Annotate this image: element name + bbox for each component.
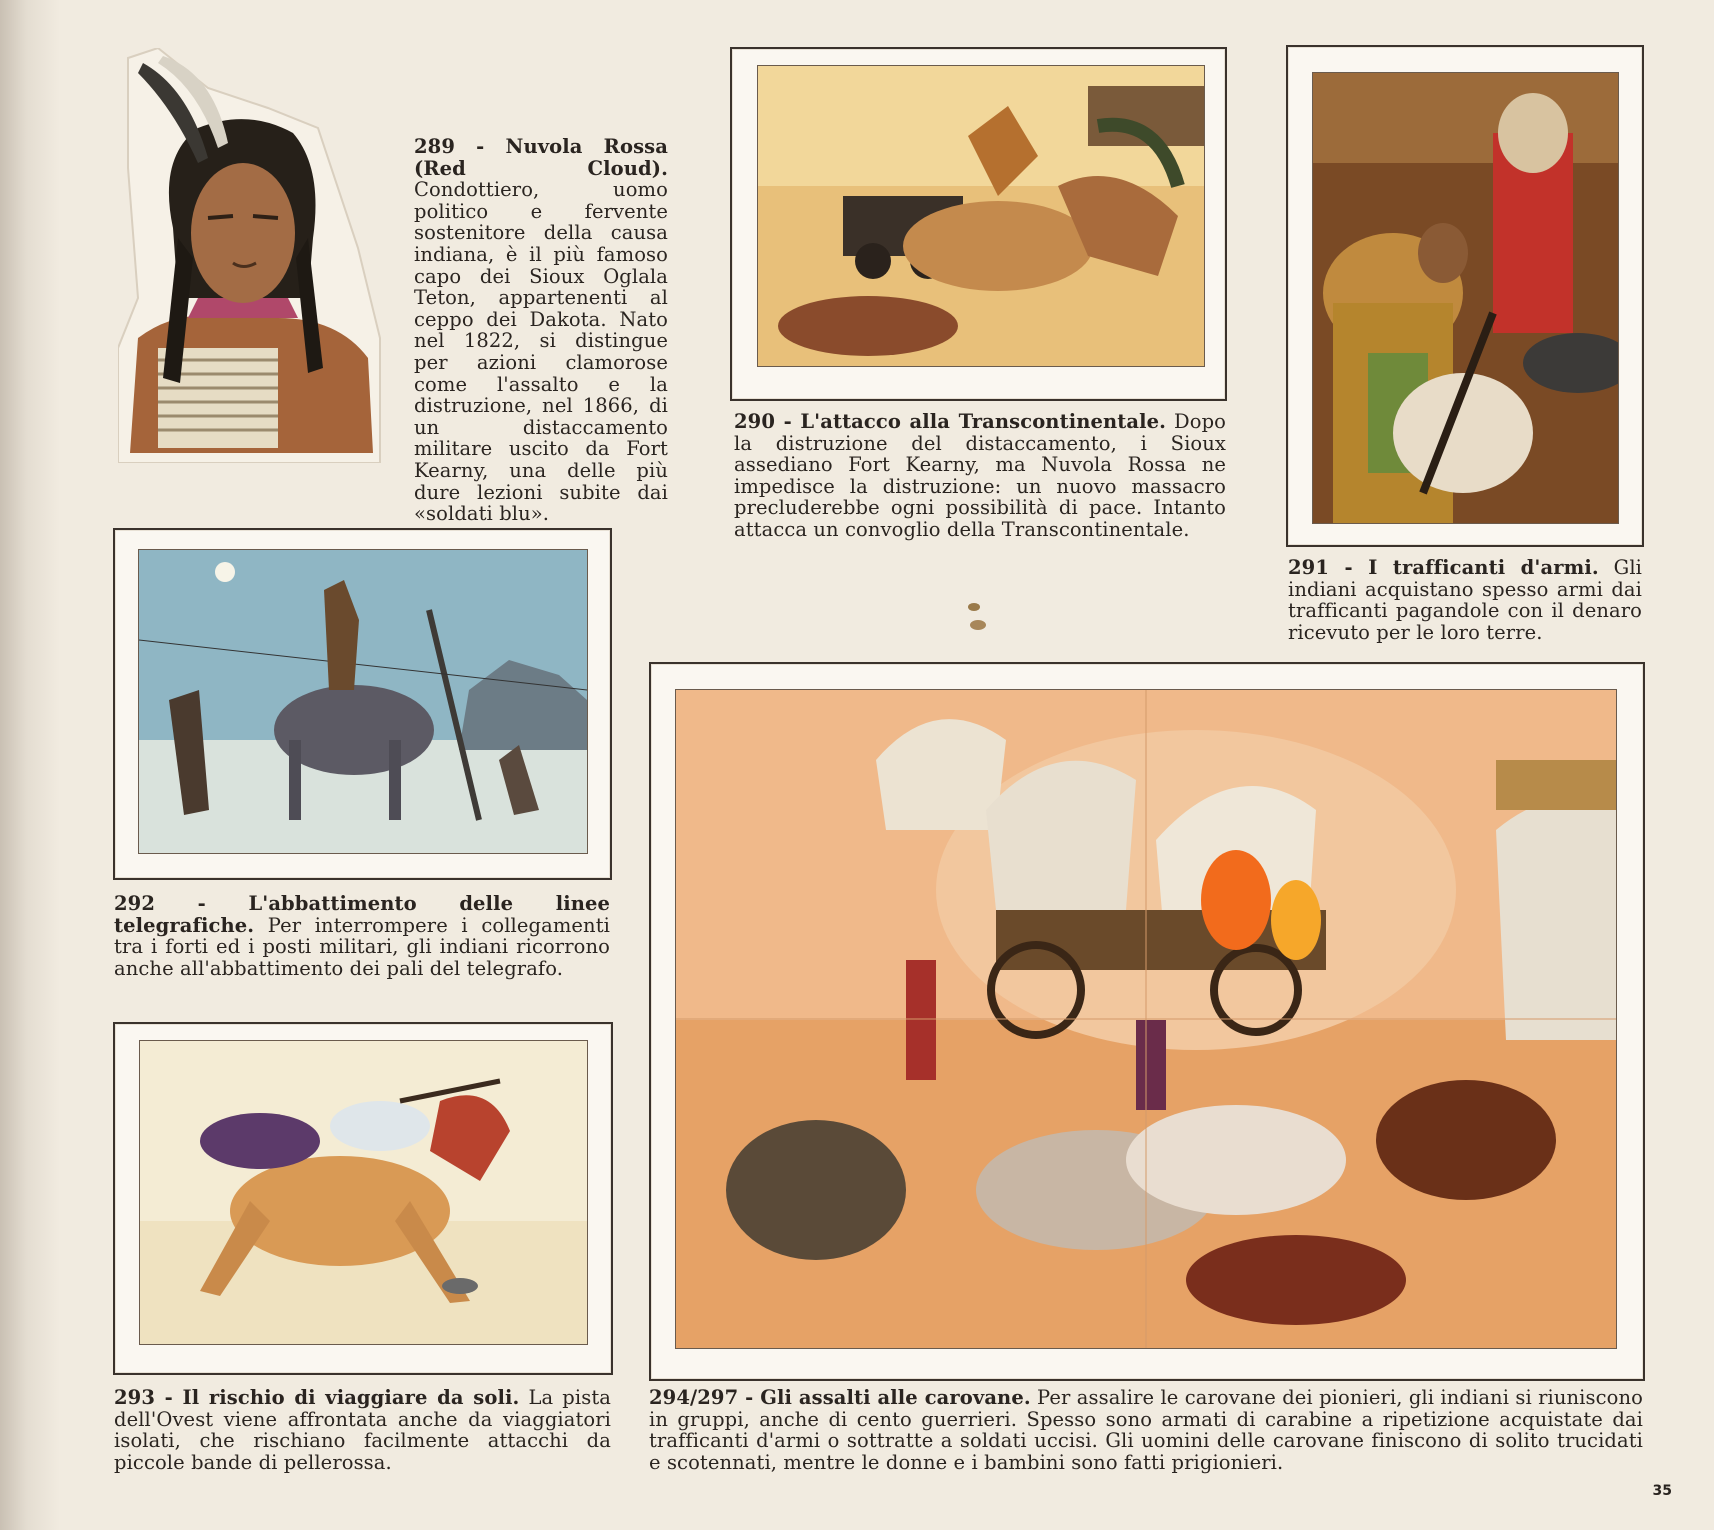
picture-292-telegraph-lines — [138, 549, 588, 854]
caption-294-297: 294/297 - Gli assalti alle carovane. Per assalire le carovane dei pionieri, gli indiani si riuniscono in gruppi, anche di cento guerrieri. Spesso sono armati di carabine a ripetizione acquistate dai trafficanti d'armi o sottratte a soldati uccisi. Gli uomini delle carovane finiscono di solito trucidati e scotennati, mentre le donne e i bambini sono fatti prigionieri. — [649, 1386, 1643, 1474]
caption-290: 290 - L'attacco alla Transcontinentale. Dopo la distruzione del distaccamento, i Sioux assediano Fort Kearny, ma Nuvola Rossa ne impedisce la distruzione: un nuovo massacro precluderebbe ogni possibilità di pace. Intanto attacca un convoglio della Transcontinentale. — [734, 410, 1226, 541]
picture-294-297-wagon-train-assault — [675, 689, 1617, 1349]
page-fold-shadow — [0, 0, 60, 1530]
picture-291-gun-traders — [1312, 72, 1619, 524]
caption-289: 289 - Nuvola Rossa (Red Cloud). Condottiero, uomo politico e fervente sostenitore della causa indiana, è il più famoso capo dei Sioux Oglala Teton, appartenenti al ceppo dei Dakota. Nato nel 1822, si distingue per azioni clamorose come l'assalto e la distruzione, nel 1866, di un distaccamento militare uscito da Fort Kearny, una delle più dure lezioni subite dai «soldati blu». — [414, 135, 668, 526]
caption-292: 292 - L'abbattimento delle linee telegrafiche. Per interrompere i collegamenti tra i forti ed i posti militari, gli indiani ricorrono anche all'abbattimento dei pali del telegrafo. — [114, 892, 610, 980]
paper-smudge — [965, 600, 987, 634]
page-number: 35 — [1652, 1483, 1672, 1499]
picture-293-lone-travellers — [139, 1040, 588, 1345]
picture-290-transcontinental-attack — [757, 65, 1205, 367]
caption-291: 291 - I trafficanti d'armi. Gli indiani acquistano spesso armi dai trafficanti pagandole con il denaro ricevuto per le loro terre. — [1288, 556, 1642, 644]
sticker-289-red-cloud-portrait — [118, 48, 388, 463]
caption-293: 293 - Il rischio di viaggiare da soli. La pista dell'Ovest viene affrontata anche da viaggiatori isolati, che rischiano facilmente attacchi da piccole bande di pellerossa. — [114, 1386, 611, 1474]
